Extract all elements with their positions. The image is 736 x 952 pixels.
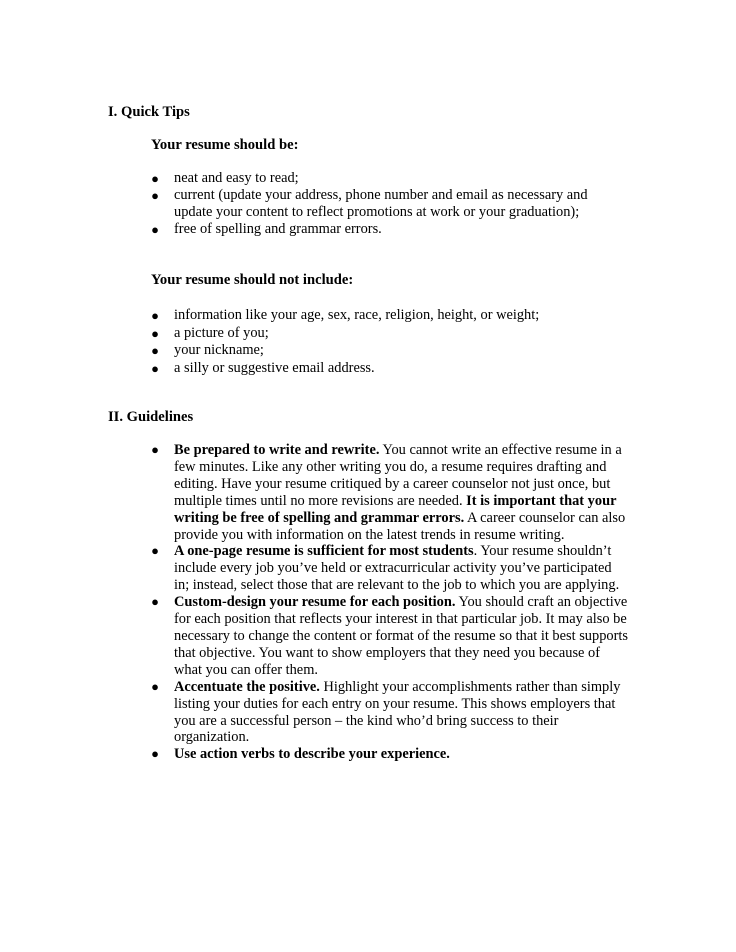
subheading-should-be: Your resume should be: [151, 137, 299, 153]
guideline-text: You should craft an objective for each position that reflects your interest in that particular job. It may also be necessary to change the content or format of the resume so that it best supports that objective. You want to show employers that they need you because of what you can offer them. [174, 594, 628, 678]
list-item [149, 221, 629, 238]
bullet-icon: ● [151, 188, 159, 203]
guidelines-list [149, 442, 629, 763]
bullet-icon: ● [151, 678, 159, 694]
guideline-item [149, 746, 629, 763]
guideline-tail: A career counselor can also provide you with information on the latest trends in resume writing. [174, 509, 626, 543]
guideline-item [149, 442, 629, 543]
list-item [149, 187, 629, 221]
list-item [149, 307, 629, 325]
guideline-lead: Be prepared to write and rewrite. [174, 442, 380, 458]
bullet-icon: ● [151, 222, 159, 237]
section-heading-quick-tips: I. Quick Tips [108, 104, 190, 120]
list-item-text: neat and easy to read; [174, 170, 299, 186]
guideline-text: . Your resume shouldn’t include every job you’ve held or extracurricular activity you’ve participated in; instead, select those that are relevant to the job to which you are applying. [174, 543, 620, 594]
guideline-item [149, 679, 629, 747]
list-item-text: current (update your address, phone number and email as necessary and update your content to reflect promotions at work or your graduation); [174, 187, 588, 220]
list-item-text: your nickname; [174, 342, 264, 359]
list-item-text: a picture of you; [174, 324, 269, 341]
bullet-icon: ● [151, 325, 159, 341]
bullet-icon: ● [151, 308, 159, 323]
bullet-icon: ● [151, 171, 159, 186]
subheading-should-not-include: Your resume should not include: [151, 272, 354, 288]
bullet-icon: ● [151, 360, 159, 376]
section-heading-guidelines: II. Guidelines [108, 409, 194, 425]
list-item-text: information like your age, sex, race, religion, height, or weight; [174, 307, 540, 323]
bullet-icon: ● [151, 343, 159, 359]
guideline-lead: Use action verbs to describe your experience. [174, 746, 450, 763]
should-be-list [149, 170, 629, 238]
bullet-icon: ● [151, 442, 159, 457]
guideline-lead: A one-page resume is sufficient for most students [174, 543, 474, 560]
list-item-text: a silly or suggestive email address. [174, 359, 375, 376]
should-not-include-list [149, 307, 629, 377]
list-item [149, 325, 629, 343]
list-item-text: free of spelling and grammar errors. [174, 221, 382, 237]
guideline-text: You cannot write an effective resume in a few minutes. Like any other writing you do, a resume requires drafting and editing. Have your resume critiqued by a career counselor not just once, but multiple times until no more revisions are needed. [174, 442, 622, 509]
guideline-item [149, 594, 629, 679]
guideline-item [149, 543, 629, 594]
list-item [149, 342, 629, 360]
guideline-emphasis: It is important that your writing be free of spelling and grammar errors. [174, 492, 617, 526]
bullet-icon: ● [151, 746, 159, 762]
bullet-icon: ● [151, 594, 159, 610]
bullet-icon: ● [151, 543, 159, 559]
guideline-lead: Accentuate the positive. [174, 678, 320, 695]
guideline-text: Highlight your accomplishments rather than simply listing your duties for each entry on your resume. This shows employers that you are a successful person – the kind who’d bring success to their organization. [174, 678, 621, 746]
list-item [149, 360, 629, 378]
list-item [149, 170, 629, 187]
guideline-lead: Custom-design your resume for each position. [174, 594, 456, 611]
